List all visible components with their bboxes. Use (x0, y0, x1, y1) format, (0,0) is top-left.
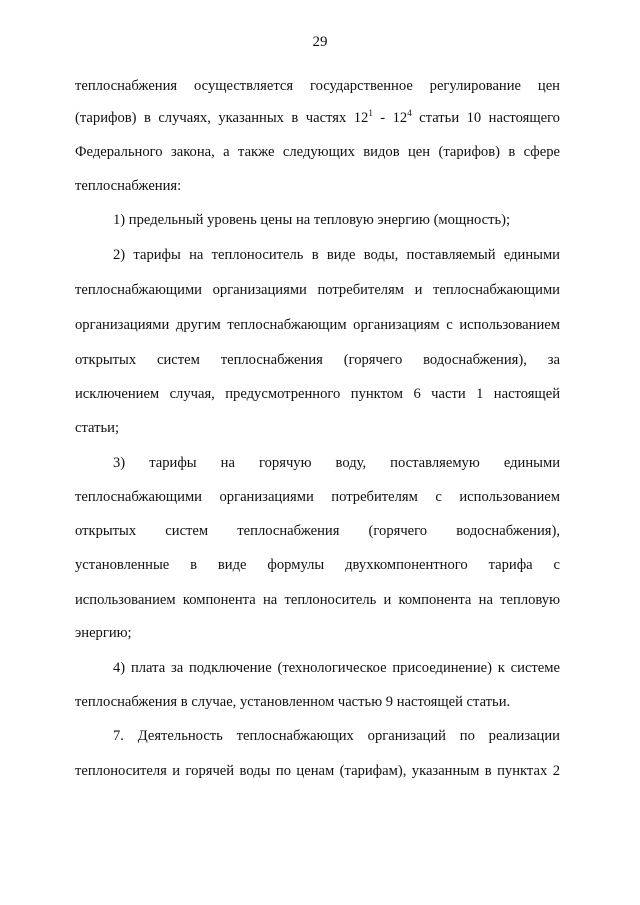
text-fragment: статьи 10 настоящего (411, 110, 560, 126)
text-line: теплоснабжения в случае, установленном частью 9 настоящей статьи. (75, 694, 511, 710)
text-line: теплоносителя и горячей воды по ценам (тарифам), указанным в пунктах 2 (75, 763, 560, 779)
text-line: теплоснабжающими организациями потребителям с использованием (75, 489, 560, 505)
text-line: организациями другим теплоснабжающим организациям с использованием (75, 317, 560, 333)
text-line: 4) плата за подключение (технологическое присоединение) к системе (113, 660, 560, 676)
text-line: исключением случая, предусмотренного пунктом 6 части 1 настоящей (75, 386, 560, 402)
superscript: 1 (368, 108, 373, 119)
text-line: теплоснабжения осуществляется государственное регулирование цен (75, 78, 560, 94)
text-line: 3) тарифы на горячую воду, поставляемую едиными (113, 455, 560, 471)
text-line: использованием компонента на теплоноситель и компонента на тепловую (75, 592, 560, 608)
page-number: 29 (312, 34, 328, 50)
text-line: статьи; (75, 420, 120, 436)
text-line: установленные в виде формулы двухкомпонентного тарифа с (75, 557, 560, 573)
text-fragment: (тарифов) в случаях, указанных в частях 12 (75, 110, 369, 126)
text-line: теплоснабжающими организациями потребителям и теплоснабжающими (75, 282, 560, 298)
text-line: энергию; (75, 625, 132, 641)
text-line: 2) тарифы на теплоноситель в виде воды, поставляемый едиными (113, 247, 560, 263)
text-line: открытых систем теплоснабжения (горячего водоснабжения), (75, 523, 560, 539)
text-line: 7. Деятельность теплоснабжающих организаций по реализации (113, 728, 560, 744)
superscript: 4 (407, 108, 412, 119)
text-line: Федерального закона, а также следующих видов цен (тарифов) в сфере (75, 144, 560, 160)
text-fragment: - 12 (372, 110, 408, 126)
text-line: открытых систем теплоснабжения (горячего водоснабжения), за (75, 352, 560, 368)
text-line (75, 109, 560, 127)
text-line: теплоснабжения: (75, 178, 182, 194)
text-line: 1) предельный уровень цены на тепловую энергию (мощность); (113, 212, 511, 228)
